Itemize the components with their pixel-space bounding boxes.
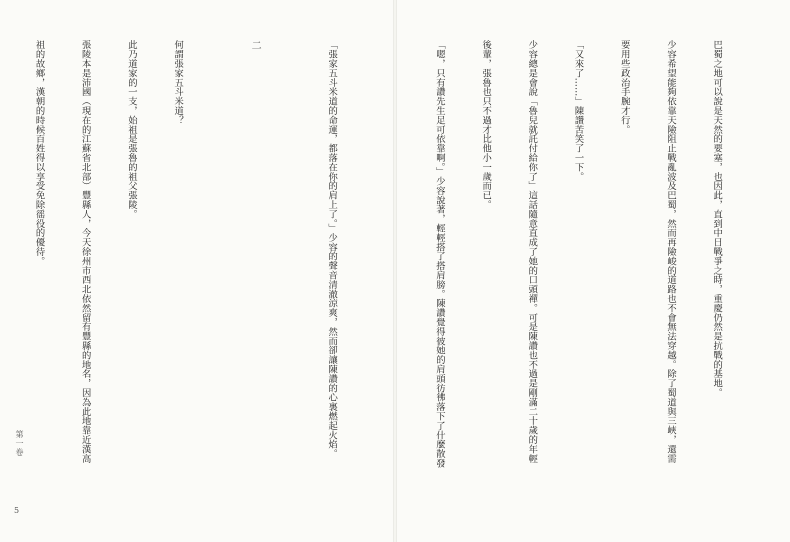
text-line: 後輩，張魯也只不過才比他小一歲而已。 [480,40,492,210]
text-line: 此乃道家的一支，始祖是張魯的祖父張陵。 [125,40,137,219]
left-page-text [30,40,370,510]
text-line: 「又來了……」陳讚苦笑了一下。 [572,40,584,181]
text-line: 何謂張家五斗米道？ [172,40,184,125]
text-line: 祖的故鄉，漢朝的時候百姓得以享受免除徭役的優待。 [33,40,45,266]
text-line: 少容總是會說「魯兒就託付給你了」這話隨意直成了她的口頭禪。可是陳讚也不過是剛滿二十歲的年輕 [526,40,538,463]
running-head-left: 第一卷 [15,430,24,457]
text-line: 巴蜀之地可以說是天然的要塞，也因此，直到中日戰爭之時，重慶仍然是抗戰的基地。 [711,40,723,398]
page-number-left: 5 [14,506,20,515]
text-line: 要用些政治手腕才行。 [618,40,630,134]
right-page-text [420,40,755,510]
text-line: 張陵本是沛國（現在的江蘇省北部）豐縣人，今天徐州市西北依然留有豐縣的地名，因為此地靠近漢高 [79,40,91,463]
book-gutter [393,0,397,542]
text-line: 「嗯，只有讚先生足可依靠啊。」少容說著，輕輕搭了搭肩膀。陳讚覺得彼她的肩頭彷彿落下了什麼散發 [433,40,445,468]
text-line: 「張家五斗米道的命運，都落在你的肩上了。」少容的聲音清澈涼爽，然而卻讓陳讚的心裏燃起火焰。 [326,40,338,459]
text-line: 少容希望能夠依靠天險阻止戰亂波及巴蜀，然而再險峻的道路也不會無法穿越。除了蜀道與三峽，還需 [664,40,676,463]
section-number: 二 [249,40,261,51]
